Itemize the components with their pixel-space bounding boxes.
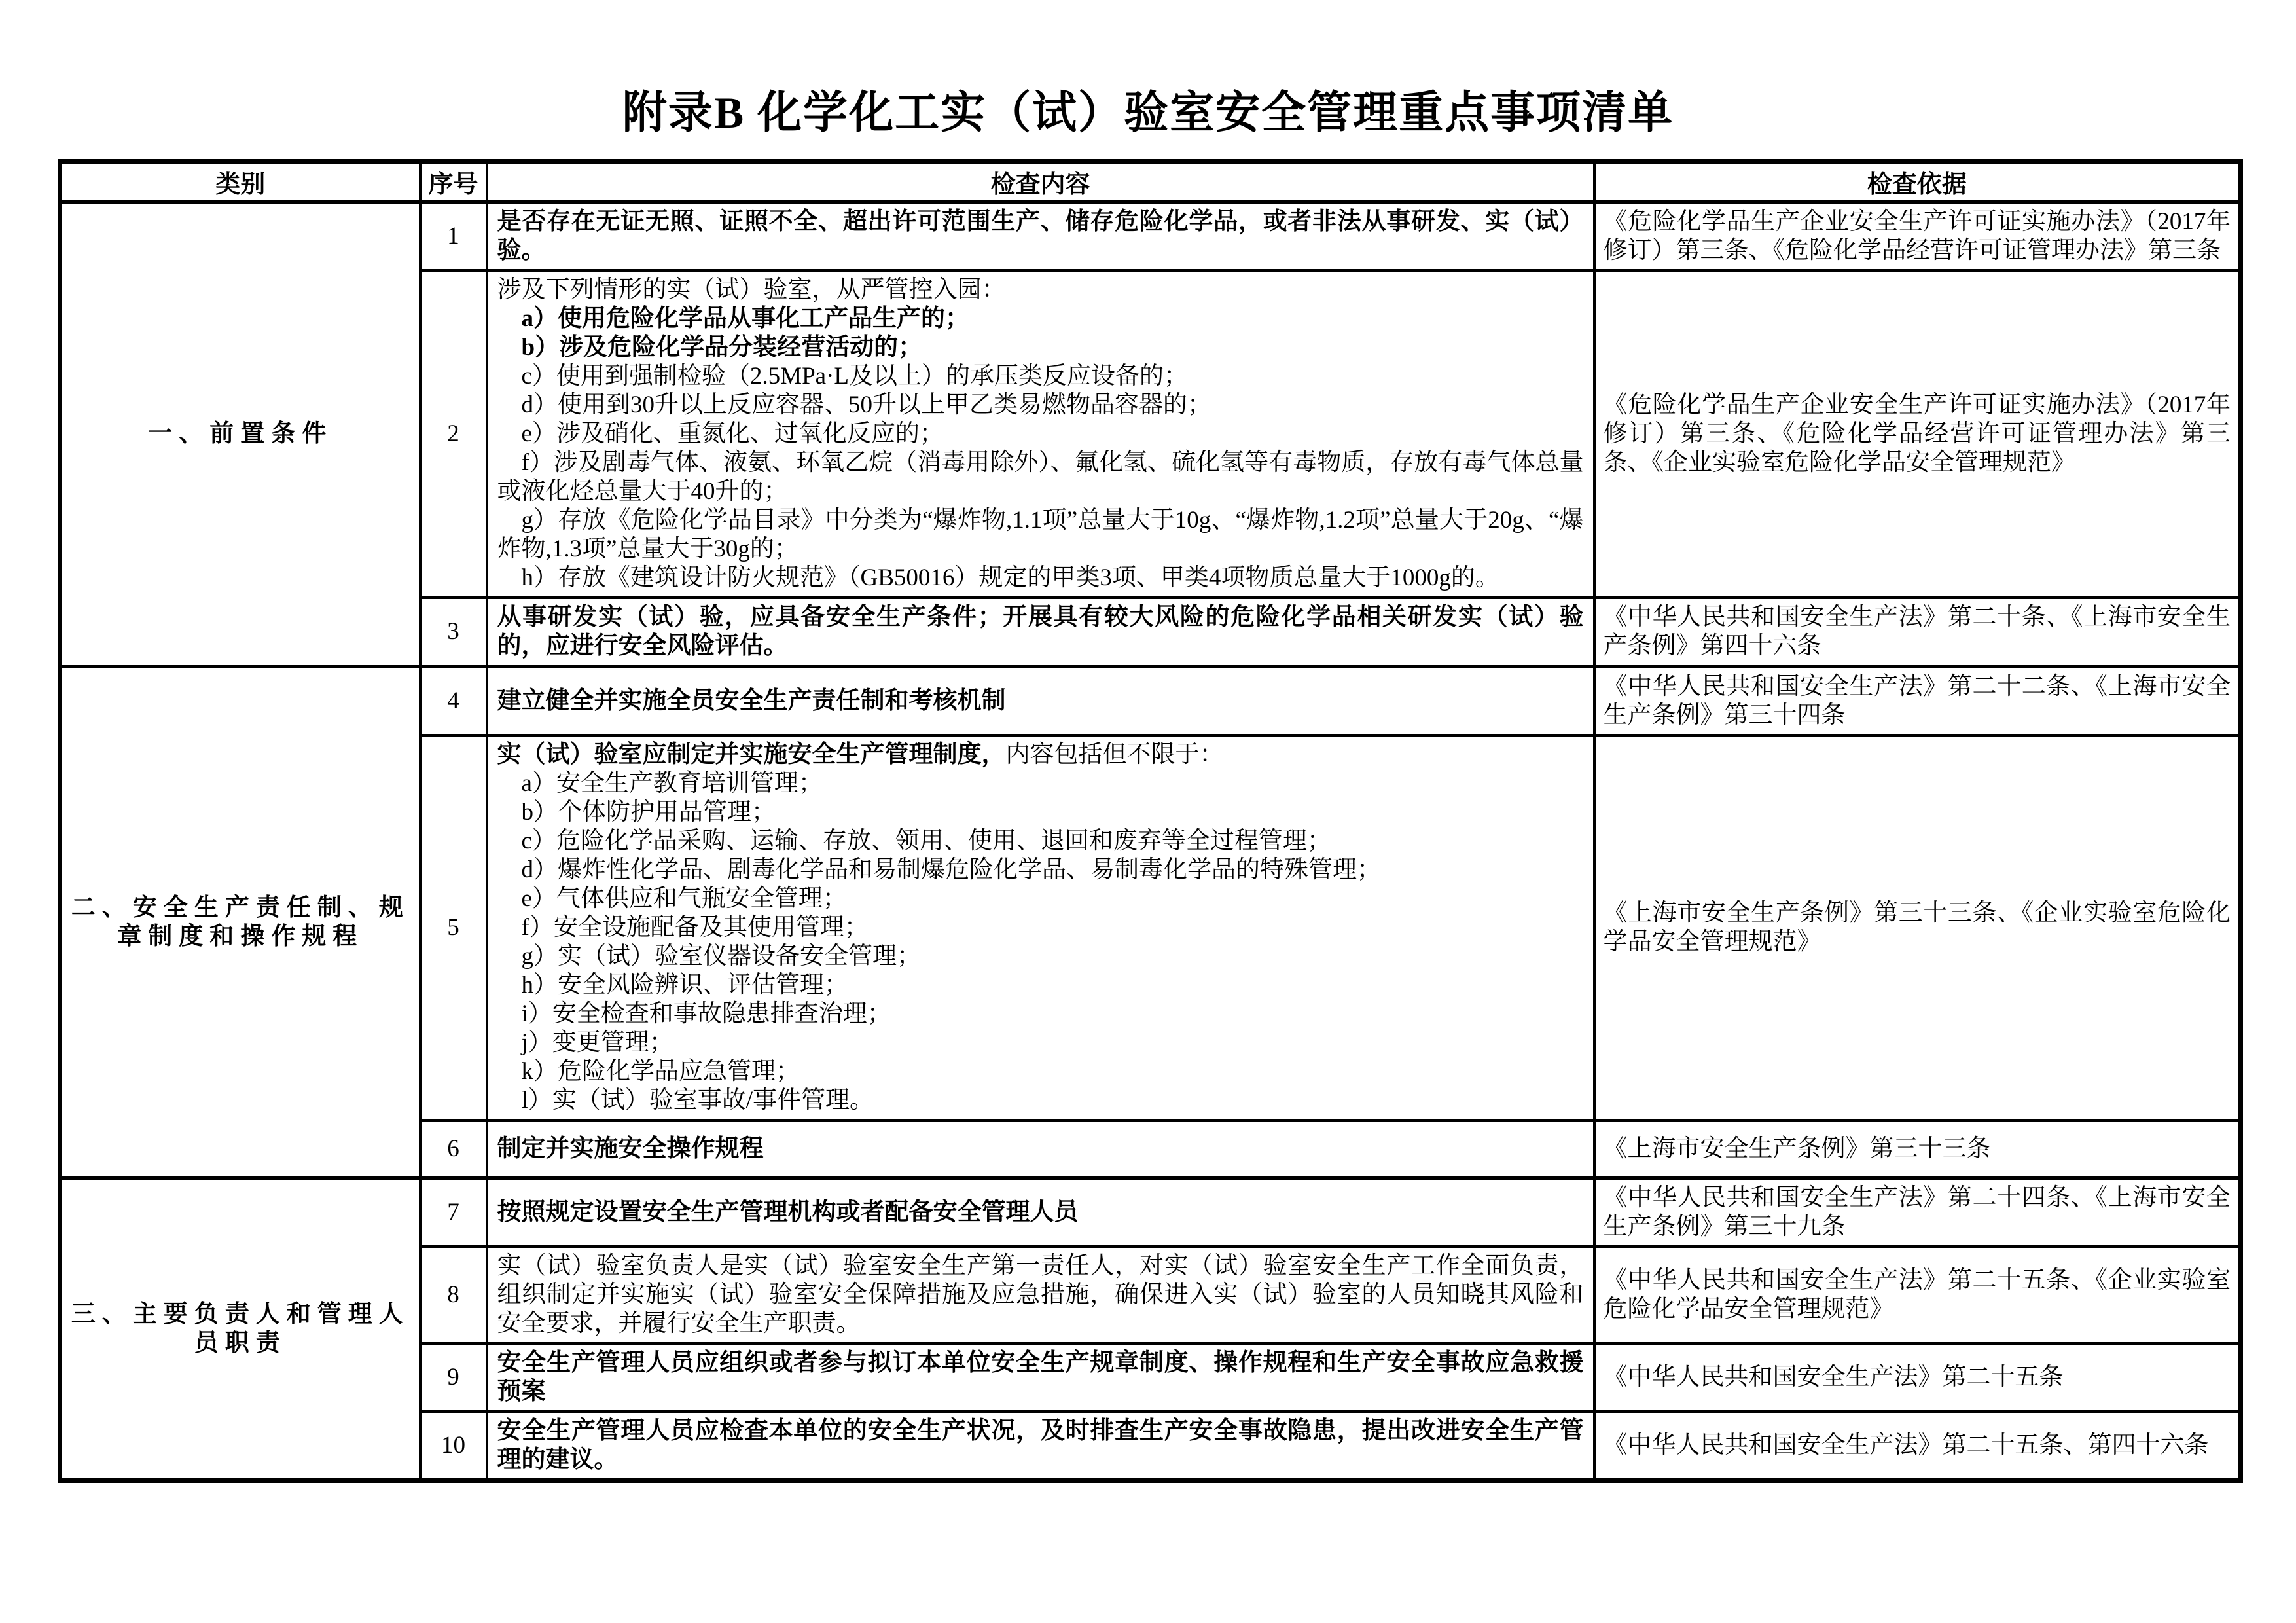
content-line — [497, 856, 1584, 884]
table-body — [60, 202, 2241, 1481]
category-cell: 三、主要负责人和管理人员职责 — [60, 1178, 420, 1481]
inspection-content-cell — [487, 1120, 1594, 1178]
inspection-content-cell — [487, 1412, 1594, 1481]
content-text: c）危险化学品采购、运输、存放、领用、使用、退回和废弃等全过程管理； — [521, 828, 1331, 854]
row-index: 10 — [420, 1412, 487, 1481]
content-text: b）个体防护用品管理； — [521, 799, 776, 826]
table-row — [60, 202, 2241, 270]
content-text: f）涉及剧毒气体、液氨、环氧乙烷（消毒用除外）、氟化氢、硫化氢等有毒物质，存放有毒气体总量或液化烃总量大于40升的； — [497, 449, 1584, 505]
inspection-content-cell — [487, 598, 1594, 666]
inspection-basis-cell: 《中华人民共和国安全生产法》第二十条、《上海市安全生产条例》第四十六条 — [1594, 598, 2241, 666]
header-category: 类别 — [60, 162, 420, 202]
content-line — [497, 208, 1584, 265]
category-cell: 二、安全生产责任制、规章制度和操作规程 — [60, 666, 420, 1178]
content-line — [497, 769, 1584, 798]
content-text: d）使用到30升以上反应容器、50升以上甲乙类易燃物品容器的； — [521, 392, 1211, 418]
checklist-table — [58, 159, 2243, 1483]
content-line — [497, 1057, 1584, 1086]
content-text: h）安全风险辨识、评估管理； — [521, 972, 848, 998]
content-text: i）安全检查和事故隐患排查治理； — [521, 1000, 891, 1027]
content-text: g）实（试）验室仪器设备安全管理； — [521, 943, 921, 970]
inspection-basis-cell: 《上海市安全生产条例》第三十三条 — [1594, 1120, 2241, 1178]
content-line — [497, 1417, 1584, 1474]
content-line — [497, 884, 1584, 913]
content-line — [497, 603, 1584, 661]
page-title: 附录B 化学化工实（试）验室安全管理重点事项清单 — [622, 88, 1674, 137]
inspection-basis-cell: 《中华人民共和国安全生产法》第二十五条、《企业实验室危险化学品安全管理规范》 — [1594, 1247, 2241, 1343]
content-line — [497, 506, 1584, 564]
table-row — [60, 666, 2241, 735]
content-text: c）使用到强制检验（2.5MPa·L及以上）的承压类反应设备的； — [521, 363, 1188, 390]
content-line — [497, 1252, 1584, 1338]
content-line — [497, 420, 1584, 448]
row-index: 4 — [420, 666, 487, 735]
inspection-content-cell — [487, 1178, 1594, 1247]
content-line — [497, 1086, 1584, 1115]
content-text-bold: 从事研发实（试）验，应具备安全生产条件；开展具有较大风险的危险化学品相关研发实（试）验的，应进行安全风险评估。 — [497, 604, 1584, 659]
content-line — [497, 1000, 1584, 1029]
inspection-basis-cell: 《中华人民共和国安全生产法》第二十二条、《上海市安全生产条例》第三十四条 — [1594, 666, 2241, 735]
content-text-bold: b）涉及危险化学品分装经营活动的； — [521, 334, 923, 361]
content-text-bold: 建立健全并实施全员安全生产责任制和考核机制 — [497, 687, 1006, 714]
inspection-content-cell — [487, 270, 1594, 598]
inspection-basis-cell: 《中华人民共和国安全生产法》第二十四条、《上海市安全生产条例》第三十九条 — [1594, 1178, 2241, 1247]
content-text: 实（试）验室负责人是实（试）验室安全生产第一责任人，对实（试）验室安全生产工作全面负责，组织制定并实施实（试）验室安全保障措施及应急措施，确保进入实（试）验室的人员知晓其风险和安全要求，并履行安全生产职责。 — [497, 1252, 1584, 1337]
row-index: 9 — [420, 1343, 487, 1412]
inspection-basis-cell: 《危险化学品生产企业安全生产许可证实施办法》（2017年修订）第三条、《危险化学品经营许可证管理办法》第三条、《企业实验室危险化学品安全管理规范》 — [1594, 270, 2241, 598]
inspection-content-cell — [487, 666, 1594, 735]
inspection-content-cell — [487, 1343, 1594, 1412]
content-text: 涉及下列情形的实（试）验室，从严管控入园： — [497, 276, 1006, 303]
content-text-bold: 安全生产管理人员应检查本单位的安全生产状况，及时排查生产安全事故隐患，提出改进安全生产管理的建议。 — [497, 1417, 1584, 1473]
table-row — [60, 1178, 2241, 1247]
row-index: 8 — [420, 1247, 487, 1343]
content-line — [497, 971, 1584, 1000]
inspection-content-cell — [487, 202, 1594, 270]
content-text-bold: 实（试）验室应制定并实施安全生产管理制度， — [497, 741, 1006, 768]
content-line — [497, 1349, 1584, 1406]
row-index: 2 — [420, 270, 487, 598]
content-text-bold: 安全生产管理人员应组织或者参与拟订本单位安全生产规章制度、操作规程和生产安全事故应急救援预案 — [497, 1349, 1584, 1405]
content-text: k）危险化学品应急管理； — [521, 1058, 800, 1085]
header-row — [60, 162, 2241, 202]
content-text: l）实（试）验室事故/事件管理。 — [521, 1087, 874, 1114]
content-line — [497, 1029, 1584, 1057]
content-line — [497, 304, 1584, 333]
content-text: j）变更管理； — [521, 1029, 673, 1056]
content-text: 内容包括但不限于： — [1005, 741, 1224, 768]
content-line — [497, 362, 1584, 391]
content-line — [497, 827, 1584, 856]
content-text: a）安全生产教育培训管理； — [521, 770, 823, 797]
row-index: 3 — [420, 598, 487, 666]
content-line — [497, 391, 1584, 420]
content-line — [497, 333, 1584, 362]
row-index: 5 — [420, 735, 487, 1120]
content-text-bold: 是否存在无证无照、证照不全、超出许可范围生产、储存危险化学品，或者非法从事研发、实（试）验。 — [497, 208, 1584, 264]
content-text: e）涉及硝化、重氮化、过氧化反应的； — [521, 420, 944, 447]
content-text-bold: 按照规定设置安全生产管理机构或者配备安全管理人员 — [497, 1199, 1079, 1226]
content-line — [497, 687, 1584, 716]
inspection-content-cell — [487, 1247, 1594, 1343]
category-cell: 一、前置条件 — [60, 202, 420, 666]
content-line — [497, 798, 1584, 827]
content-line — [497, 276, 1584, 304]
header-content: 检查内容 — [487, 162, 1594, 202]
row-index: 1 — [420, 202, 487, 270]
inspection-basis-cell: 《危险化学品生产企业安全生产许可证实施办法》（2017年修订）第三条、《危险化学品经营许可证管理办法》第三条 — [1594, 202, 2241, 270]
content-line — [497, 740, 1584, 769]
content-line — [497, 448, 1584, 506]
content-text-bold: 制定并实施安全操作规程 — [497, 1135, 764, 1162]
inspection-basis-cell: 《上海市安全生产条例》第三十三条、《企业实验室危险化学品安全管理规范》 — [1594, 735, 2241, 1120]
content-line — [497, 1198, 1584, 1227]
content-line — [497, 1135, 1584, 1163]
row-index: 7 — [420, 1178, 487, 1247]
inspection-basis-cell: 《中华人民共和国安全生产法》第二十五条、第四十六条 — [1594, 1412, 2241, 1481]
content-text-bold: a）使用危险化学品从事化工产品生产的； — [521, 305, 969, 332]
inspection-basis-cell: 《中华人民共和国安全生产法》第二十五条 — [1594, 1343, 2241, 1412]
content-line — [497, 913, 1584, 942]
content-line — [497, 942, 1584, 971]
content-text: g）存放《危险化学品目录》中分类为“爆炸物,1.1项”总量大于10g、“爆炸物,1.2项”总量大于20g、“爆炸物,1.3项”总量大于30g的； — [497, 507, 1584, 562]
content-line — [497, 564, 1584, 593]
header-basis: 检查依据 — [1594, 162, 2241, 202]
content-text: f）安全设施配备及其使用管理； — [521, 914, 869, 941]
content-text: h）存放《建筑设计防火规范》（GB50016）规定的甲类3项、甲类4项物质总量大于1000g的。 — [521, 564, 1499, 591]
content-text: e）气体供应和气瓶安全管理； — [521, 885, 847, 912]
header-index: 序号 — [420, 162, 487, 202]
content-text: d）爆炸性化学品、剧毒化学品和易制爆危险化学品、易制毒化学品的特殊管理； — [521, 856, 1381, 883]
row-index: 6 — [420, 1120, 487, 1178]
inspection-content-cell — [487, 735, 1594, 1120]
